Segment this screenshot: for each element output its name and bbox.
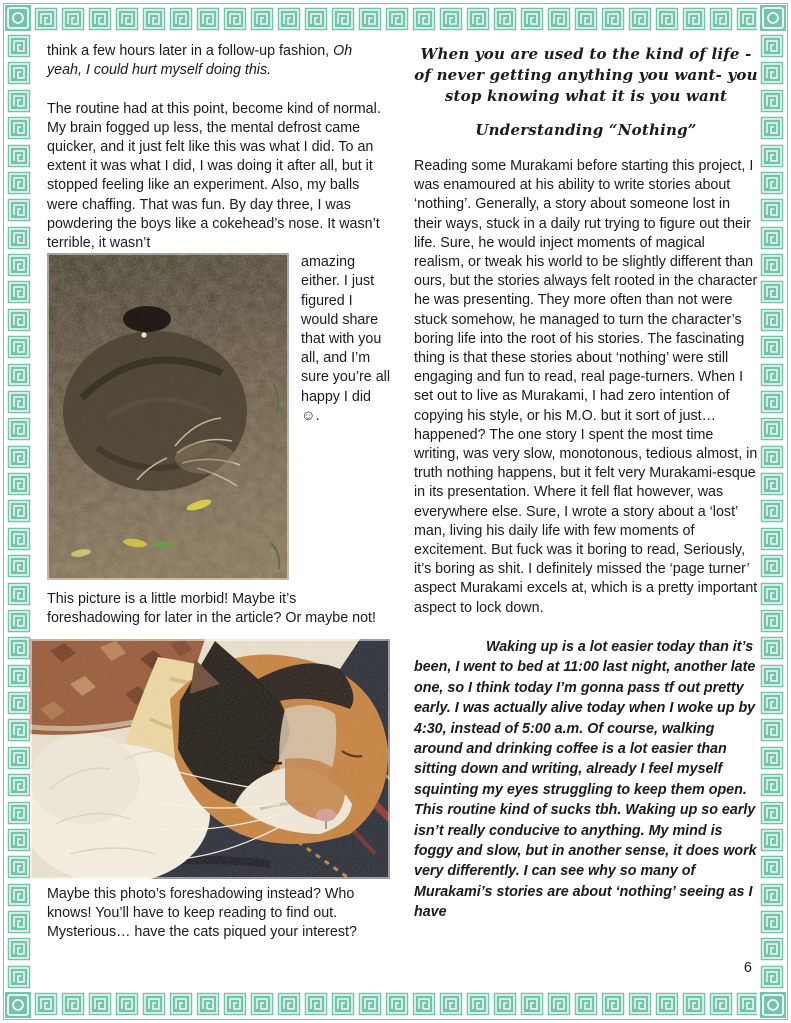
greek-key-tile-icon [574, 7, 598, 31]
greek-key-tile-icon [760, 253, 784, 277]
greek-key-tile-icon [7, 89, 31, 113]
greek-key-tile-icon [7, 691, 31, 715]
greek-key-tile-icon [760, 527, 784, 551]
border-strip-left [7, 34, 31, 989]
routine-paragraph: The routine had at this point, become kind of normal. My brain fogged up less, the mental defrost came quicker, and it just felt like this was what I did. To an extent it was what I did, I was doing it after all, but it stopped feeling like an experiment. Also, my balls were chaffing. That was fun. By day three, I was powdering the boys like a cokehead’s nose. It wasn’t terrible, it wasn’t [47, 100, 381, 252]
border-strip-right [760, 34, 784, 989]
greek-key-tile-icon [760, 718, 784, 742]
greek-key-tile-icon [7, 116, 31, 140]
greek-ring-tile-icon [5, 992, 31, 1018]
greek-key-tile-icon [439, 992, 463, 1016]
dirt-photo [47, 253, 289, 580]
greek-key-tile-icon [7, 280, 31, 304]
greek-key-tile-icon [628, 992, 652, 1016]
greek-key-tile-icon [760, 226, 784, 250]
greek-key-tile-icon [7, 445, 31, 469]
pull-quote: When you are used to the kind of life -of never getting anything you want- you stop knowing what it is you want [414, 45, 758, 105]
greek-key-tile-icon [88, 992, 112, 1016]
border-corner-tile [5, 5, 31, 31]
greek-key-tile-icon [760, 363, 784, 387]
greek-key-tile-icon [760, 417, 784, 441]
greek-key-tile-icon [115, 7, 139, 31]
greek-key-tile-icon [760, 171, 784, 195]
greek-key-tile-icon [7, 363, 31, 387]
greek-key-tile-icon [7, 499, 31, 523]
greek-key-tile-icon [655, 992, 679, 1016]
greek-key-tile-icon [736, 992, 757, 1016]
greek-key-tile-icon [331, 7, 355, 31]
greek-key-tile-icon [7, 144, 31, 168]
greek-key-tile-icon [7, 937, 31, 961]
greek-key-tile-icon [736, 7, 757, 31]
greek-key-tile-icon [7, 609, 31, 633]
greek-key-tile-icon [7, 636, 31, 660]
right-column [414, 42, 758, 923]
greek-key-tile-icon [760, 664, 784, 688]
greek-key-tile-icon [7, 582, 31, 606]
greek-key-tile-icon [7, 801, 31, 825]
greek-key-tile-icon [169, 7, 193, 31]
border-corner-tile [5, 992, 31, 1018]
greek-ring-tile-icon [5, 5, 31, 31]
greek-key-tile-icon [142, 7, 166, 31]
greek-key-tile-icon [358, 7, 382, 31]
intro-text-italic: Oh yeah, I could hurt myself doing this. [47, 43, 353, 79]
greek-key-tile-icon [760, 335, 784, 359]
intro-paragraph [47, 42, 391, 80]
greek-key-tile-icon [358, 992, 382, 1016]
greek-key-tile-icon [7, 472, 31, 496]
border-strip-bottom [34, 992, 757, 1016]
murakami-paragraph: Reading some Murakami before starting this project, I was enamoured at his ability to write stories about ‘nothing’. Generally, a story about someone lost in their ways, stuck in a daily rut trying to figure out their life. Sure, he would inject moments of magical realism, or tweak his world to be slightly different than ours, but the stories always felt rooted in the character he was presenting. They more often than not were stuck somehow, he managed to turn the character’s boring life into the root of his stories. The fascinating thing is that these stories about ‘nothing’ were still engaging and fun to read, real page-turners. When I set out to live as Murakami, I had zero intention of copying his style, or his M.O. but it sort of just… happened? The one story I spent the most time writing, was very slow, monotonous, tedious almost, in truth nothing happens, but it felt very Murakami-esque in its presentation. Where it fell flat however, was everywhere else. Sure, I wrote a story about a ‘lost’ man, living his daily life with few moments of excitement. But fuck was it boring to read, Seriously, it’s boring as shit. I definitely missed the ‘page turner’ aspect Murakami excels at, which is a pretty important aspect to lock down. [414, 158, 758, 616]
greek-key-tile-icon [574, 992, 598, 1016]
greek-key-tile-icon [142, 992, 166, 1016]
greek-key-tile-icon [520, 7, 544, 31]
greek-key-tile-icon [7, 746, 31, 770]
greek-key-tile-icon [760, 198, 784, 222]
greek-key-tile-icon [760, 883, 784, 907]
greek-key-tile-icon [760, 308, 784, 332]
greek-key-tile-icon [547, 7, 571, 31]
greek-key-tile-icon [760, 609, 784, 633]
greek-key-tile-icon [760, 636, 784, 660]
greek-key-tile-icon [7, 855, 31, 879]
greek-key-tile-icon [7, 171, 31, 195]
greek-key-tile-icon [7, 253, 31, 277]
greek-key-tile-icon [7, 226, 31, 250]
greek-key-tile-icon [7, 773, 31, 797]
greek-key-tile-icon [7, 718, 31, 742]
greek-key-tile-icon [493, 992, 517, 1016]
left-column [47, 42, 391, 942]
cat-photo [30, 639, 390, 879]
greek-key-tile-icon [331, 992, 355, 1016]
greek-key-tile-icon [34, 7, 58, 31]
greek-key-tile-icon [760, 828, 784, 852]
greek-key-tile-icon [760, 554, 784, 578]
greek-key-tile-icon [760, 116, 784, 140]
greek-key-tile-icon [760, 472, 784, 496]
greek-key-tile-icon [7, 198, 31, 222]
greek-ring-tile-icon [760, 5, 786, 31]
dirt-photo-caption: This picture is a little morbid! Maybe it’s foreshadowing for later in the article? Or maybe not! [47, 591, 376, 627]
greek-key-tile-icon [61, 992, 85, 1016]
greek-key-tile-icon [760, 910, 784, 934]
greek-key-tile-icon [760, 61, 784, 85]
greek-key-tile-icon [466, 992, 490, 1016]
greek-key-tile-icon [601, 992, 625, 1016]
greek-key-tile-icon [760, 773, 784, 797]
greek-key-tile-icon [466, 7, 490, 31]
greek-key-tile-icon [7, 828, 31, 852]
greek-key-tile-icon [682, 992, 706, 1016]
greek-key-tile-icon [277, 992, 301, 1016]
greek-key-tile-icon [760, 34, 784, 58]
greek-ring-tile-icon [760, 992, 786, 1018]
greek-key-tile-icon [385, 7, 409, 31]
greek-key-tile-icon [760, 89, 784, 113]
greek-key-tile-icon [7, 34, 31, 58]
greek-key-tile-icon [169, 992, 193, 1016]
greek-key-tile-icon [493, 7, 517, 31]
page-number: 6 [743, 960, 752, 976]
greek-key-tile-icon [682, 7, 706, 31]
greek-key-tile-icon [34, 992, 58, 1016]
greek-key-tile-icon [760, 937, 784, 961]
routine-wrap-text: amazing either. I just figured I would share that with you all, and I’m sure you’re all happy I did ☺. [301, 254, 390, 424]
greek-key-tile-icon [628, 7, 652, 31]
cat-photo-caption: Maybe this photo’s foreshadowing instead? Who knows! You’ll have to keep reading to find out. Mysterious… have the cats piqued your interest? [47, 885, 357, 941]
greek-key-tile-icon [760, 746, 784, 770]
greek-key-tile-icon [250, 992, 274, 1016]
greek-key-tile-icon [7, 335, 31, 359]
greek-key-tile-icon [7, 664, 31, 688]
greek-key-tile-icon [7, 390, 31, 414]
greek-key-tile-icon [277, 7, 301, 31]
greek-key-tile-icon [655, 7, 679, 31]
greek-key-tile-icon [7, 308, 31, 332]
greek-key-tile-icon [601, 7, 625, 31]
greek-key-tile-icon [196, 992, 220, 1016]
journal-paragraph: Waking up is a lot easier today than it’s been, I went to bed at 11:00 last night, another late one, so I think today I’m gonna pass tf out pretty early. I was actually alive today when I woke up by 4:30, instead of 5:00 a.m. Of course, walking around and drinking coffee is a lot easier than sitting down and writing, already I feel myself squinting my eyes struggling to keep them open. This routine kind of sucks tbh. Waking up so early isn’t really conducive to anything. My mind is foggy and slow, but in another sense, it does work very differently. I can see why so many of Murakami’s stories are about ‘nothing’ seeing as I have [414, 638, 757, 921]
border-corner-tile [760, 992, 786, 1018]
greek-key-tile-icon [760, 801, 784, 825]
greek-key-tile-icon [304, 992, 328, 1016]
greek-key-tile-icon [760, 390, 784, 414]
greek-key-tile-icon [7, 965, 31, 989]
intro-text-plain: think a few hours later in a follow-up fashion, [47, 43, 334, 59]
greek-key-tile-icon [760, 280, 784, 304]
greek-key-tile-icon [760, 691, 784, 715]
greek-key-tile-icon [7, 61, 31, 85]
greek-key-tile-icon [88, 7, 112, 31]
greek-key-tile-icon [7, 554, 31, 578]
greek-key-tile-icon [7, 883, 31, 907]
greek-key-tile-icon [223, 992, 247, 1016]
greek-key-tile-icon [7, 910, 31, 934]
dirt-photo-block [47, 253, 391, 584]
greek-key-tile-icon [385, 992, 409, 1016]
greek-key-tile-icon [760, 965, 784, 989]
greek-key-tile-icon [760, 582, 784, 606]
greek-key-tile-icon [709, 7, 733, 31]
greek-key-tile-icon [412, 992, 436, 1016]
greek-key-tile-icon [439, 7, 463, 31]
greek-key-tile-icon [547, 992, 571, 1016]
greek-key-tile-icon [412, 7, 436, 31]
greek-key-tile-icon [760, 144, 784, 168]
greek-key-tile-icon [250, 7, 274, 31]
section-heading: Understanding “Nothing” [475, 121, 697, 139]
greek-key-tile-icon [223, 7, 247, 31]
greek-key-tile-icon [520, 992, 544, 1016]
greek-key-tile-icon [7, 527, 31, 551]
greek-key-tile-icon [760, 855, 784, 879]
greek-key-tile-icon [709, 992, 733, 1016]
greek-key-tile-icon [196, 7, 220, 31]
greek-key-tile-icon [760, 499, 784, 523]
greek-key-tile-icon [115, 992, 139, 1016]
greek-key-tile-icon [61, 7, 85, 31]
greek-key-tile-icon [7, 417, 31, 441]
border-strip-top [34, 7, 757, 31]
greek-key-tile-icon [760, 445, 784, 469]
greek-key-tile-icon [304, 7, 328, 31]
border-corner-tile [760, 5, 786, 31]
